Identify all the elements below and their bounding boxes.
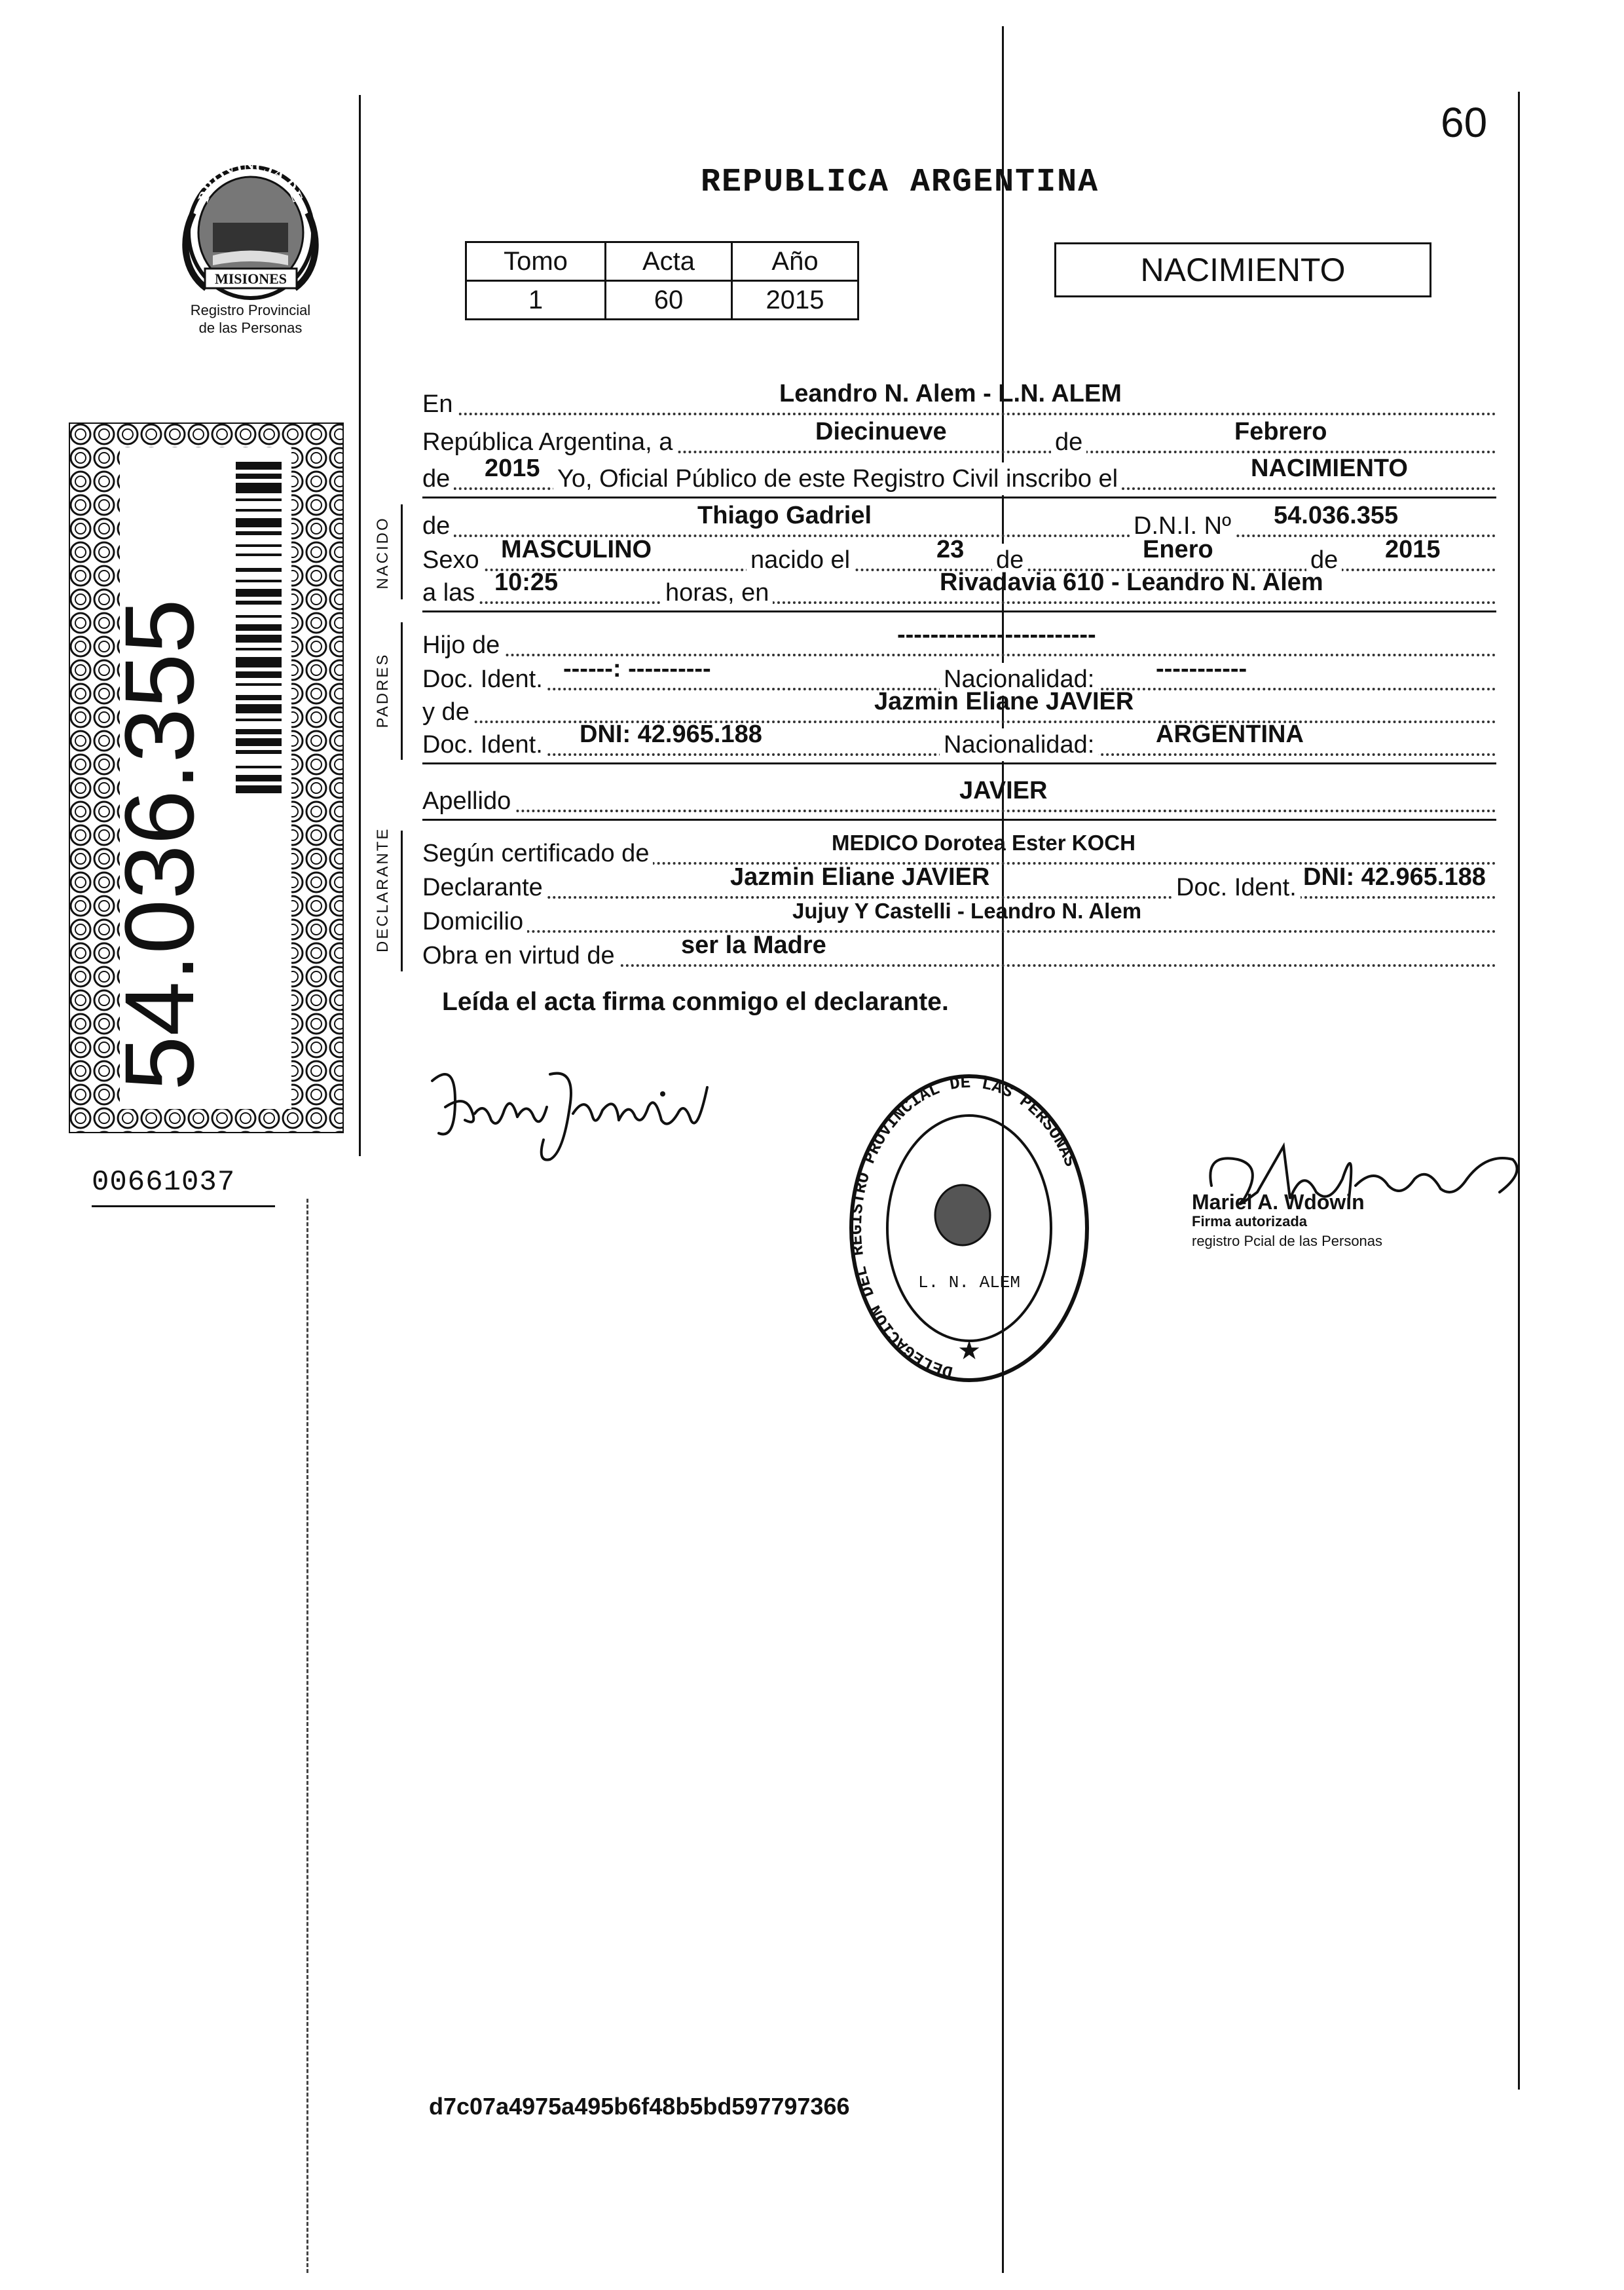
value-nac1: ----------- [1156, 655, 1247, 683]
value-nac2: ARGENTINA [1156, 721, 1304, 748]
left-margin-line [359, 95, 361, 1156]
closing-statement: Leída el acta firma conmigo el declarante. [442, 988, 949, 1016]
label-de-month: de [992, 544, 1027, 576]
label-a-las: a las [422, 576, 479, 609]
label-de-year2: de [1306, 544, 1342, 576]
barcode-bar [236, 738, 282, 746]
serial-underline [92, 1205, 275, 1207]
value-apellido: JAVIER [959, 777, 1048, 804]
bracket-padres [401, 622, 403, 760]
stamp-ring-text: DELEGACION DEL REGISTRO PROVINCIAL DE LAS PERSONAS [846, 1072, 1080, 1382]
value-birth-day: 23 [936, 536, 965, 563]
registry-caption-line1: Registro Provincial [190, 302, 311, 318]
value-declarante-doc: DNI: 42.965.188 [1303, 863, 1486, 891]
rule-nacido [422, 610, 1496, 612]
value-day: Diecinueve [815, 418, 947, 445]
label-de: de [1051, 426, 1086, 459]
stamp-inner-text: L. N. ALEM [917, 1273, 1021, 1292]
barcode-bar [236, 635, 282, 643]
barcode-bar [236, 568, 282, 572]
label-section-declarante: DECLARANTE [374, 827, 392, 952]
value-year: 2015 [485, 455, 540, 482]
row-nacido-hora [422, 569, 1496, 609]
label-section-nacido: NACIDO [374, 516, 392, 590]
value-doc2: DNI: 42.965.188 [580, 721, 762, 748]
barcode-bar [236, 462, 282, 470]
barcode-bar [236, 648, 282, 650]
barcode-bar [236, 483, 282, 493]
rule-header [422, 497, 1496, 498]
label-apellido: Apellido [422, 785, 515, 817]
label-sexo: Sexo [422, 544, 483, 576]
label-de-name: de [422, 510, 454, 542]
label-dni: D.N.I. Nº [1130, 510, 1235, 542]
barcode-bar [236, 601, 282, 605]
bracket-declarante [401, 831, 403, 971]
value-doc1: ------: ---------- [563, 655, 711, 683]
value-acta: 60 [606, 281, 732, 320]
value-tomo: 1 [466, 281, 606, 320]
value-declarante: Jazmin Eliane JAVIER [730, 863, 990, 891]
bracket-nacido [401, 504, 403, 599]
value-mother: Jazmin Eliane JAVIER [874, 688, 1134, 715]
barcode-bar [236, 750, 282, 754]
label-declarante: Declarante [422, 871, 547, 904]
label-declarante-doc: Doc. Ident. [1172, 871, 1301, 904]
registry-caption [157, 301, 344, 337]
label-oficial: Yo, Oficial Público de este Registro Civil inscribo el [553, 462, 1122, 495]
officer-block [1192, 1192, 1382, 1251]
document-hash: d7c07a4975a495b6f48b5bd597797366 [429, 2093, 850, 2120]
barcode-bar [236, 671, 282, 678]
barcode-bar [236, 683, 282, 686]
barcode-bar [236, 518, 282, 527]
provincial-seal-logo [167, 147, 334, 305]
barcode-panel [69, 422, 344, 1133]
label-section-padres: PADRES [374, 652, 392, 728]
barcode-bar [236, 704, 282, 713]
label-hijo: Hijo de [422, 629, 504, 662]
label-nac1: Nacionalidad: [940, 663, 1098, 696]
page-title: REPUBLICA ARGENTINA [701, 164, 1099, 201]
value-birth-year: 2015 [1385, 536, 1441, 563]
value-domicilio: Jujuy Y Castelli - Leandro N. Alem [792, 899, 1142, 923]
value-sexo: MASCULINO [501, 536, 652, 563]
rule-apellido [422, 819, 1496, 821]
row-oficial [422, 455, 1496, 495]
label-en: En [422, 388, 456, 421]
barcode-bar [236, 766, 282, 768]
value-father: ------------------------ [897, 621, 1096, 648]
label-segun: Según certificado de [422, 837, 653, 870]
row-apellido [422, 777, 1496, 817]
barcode-bar [236, 729, 282, 734]
row-doc2 [422, 721, 1496, 761]
value-birth-month: Enero [1143, 536, 1213, 563]
serial-number: 00661037 [92, 1166, 236, 1199]
barcode-bar [236, 775, 282, 781]
stamp-star-icon: ★ [957, 1336, 981, 1365]
left-edge-dashes [306, 1199, 308, 2273]
value-month: Febrero [1234, 418, 1327, 445]
label-obra: Obra en virtud de [422, 939, 619, 972]
label-horas: horas, en [661, 576, 773, 609]
barcode-bar [236, 695, 282, 700]
row-domicilio [422, 899, 1496, 938]
barcode-bar [236, 580, 282, 582]
value-anio: 2015 [732, 281, 858, 320]
barcode [236, 462, 282, 793]
seal-banner-text: MISIONES [214, 271, 287, 287]
record-kind-box: NACIMIENTO [1054, 242, 1431, 297]
barcode-bar [236, 615, 282, 618]
label-doc2: Doc. Ident. [422, 728, 547, 761]
barcode-bar [236, 624, 282, 631]
value-child-dni: 54.036.355 [1274, 502, 1399, 529]
barcode-bar [236, 498, 282, 501]
page-number: 60 [1441, 99, 1488, 146]
officer-title: Firma autorizada [1192, 1213, 1308, 1229]
barcode-bar [236, 509, 282, 512]
label-de-year: de [422, 462, 454, 495]
rule-padres [422, 762, 1496, 764]
value-obra: ser la Madre [681, 931, 826, 959]
value-en: Leandro N. Alem - L.N. ALEM [779, 380, 1122, 407]
value-segun: MEDICO Dorotea Ester KOCH [832, 831, 1135, 855]
value-birth-place: Rivadavia 610 - Leandro N. Alem [940, 569, 1323, 596]
label-y-de: y de [422, 696, 473, 728]
barcode-bar [236, 531, 282, 535]
registry-caption-line2: de las Personas [198, 320, 303, 336]
barcode-bar [236, 554, 282, 556]
label-republica: República Argentina, a [422, 426, 676, 459]
header-tomo: Tomo [466, 242, 606, 281]
barcode-bar [236, 785, 282, 793]
barcode-bar [236, 544, 282, 547]
barcode-bar [236, 474, 282, 479]
value-inscribo: NACIMIENTO [1251, 455, 1408, 482]
record-table [465, 241, 859, 320]
barcode-bar [236, 719, 282, 721]
row-en [422, 380, 1496, 421]
header-acta: Acta [606, 242, 732, 281]
label-nacido-el: nacido el [747, 544, 854, 576]
label-domicilio: Domicilio [422, 905, 527, 938]
barcode-bar [236, 657, 282, 667]
barcode-number: 54.036.355 [104, 599, 214, 1091]
declarant-signature [419, 1055, 720, 1166]
row-obra [422, 931, 1496, 972]
officer-name: Mariel A. Wdowin [1192, 1190, 1365, 1214]
label-nac2: Nacionalidad: [940, 728, 1098, 761]
barcode-bar [236, 589, 282, 597]
seal-arc-text: PROVINCIA DE [194, 157, 306, 205]
label-doc1: Doc. Ident. [422, 663, 547, 696]
right-margin-line [1518, 92, 1520, 2090]
header-anio: Año [732, 242, 858, 281]
value-time: 10:25 [494, 569, 559, 596]
value-child-name: Thiago Gadriel [697, 502, 872, 529]
officer-registry: registro Pcial de las Personas [1192, 1233, 1383, 1249]
official-stamp [845, 1061, 1094, 1389]
